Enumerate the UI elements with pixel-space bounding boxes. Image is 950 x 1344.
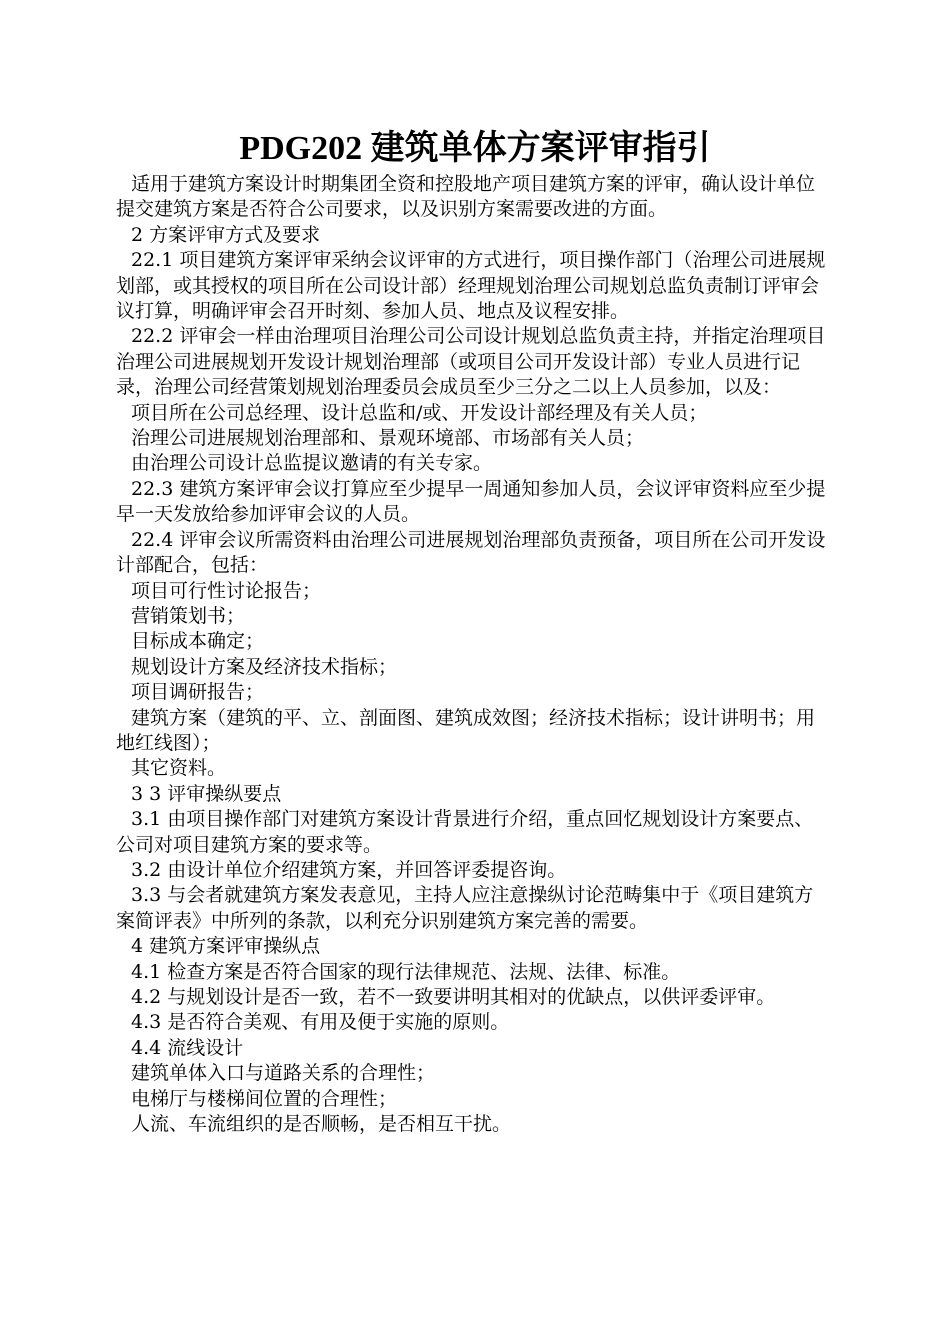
document-title: PDG202 建筑单体方案评审指引	[239, 130, 711, 167]
list-item-material-2: 营销策划书；	[131, 604, 246, 627]
paragraph-3-3: 3.3 与会者就建筑方案发表意见，主持人应注意操纵讨论范畴集中于《项目建筑方案简评表》中所列的条款，以利充分识别建筑方案完善的需要。	[116, 884, 814, 932]
list-item-material-4: 规划设计方案及经济技术指标；	[131, 655, 398, 678]
document-body	[116, 172, 832, 1137]
heading-control-points: 3 3 评审操纵要点	[131, 782, 282, 805]
list-item-material-5: 项目调研报告；	[131, 681, 265, 704]
paragraph-3-2: 3.2 由设计单位介绍建筑方案，并回答评委提咨询。	[131, 858, 567, 881]
paragraph-4-3: 4.3 是否符合美观、有用及便于实施的原则。	[131, 1011, 510, 1034]
heading-review-method: 2 方案评审方式及要求	[131, 223, 321, 246]
paragraph-3-1: 3.1 由项目操作部门对建筑方案设计背景进行介绍，重点回忆规划设计方案要点、公司对项目建筑方案的要求等。	[116, 808, 814, 856]
paragraph-2-4: 22.4 评审会议所需资料由治理公司进展规划治理部负责预备，项目所在公司开发设计部配合，包括：	[116, 528, 826, 577]
paragraph-2-2: 22.2 评审会一样由治理项目治理公司公司设计规划总监负责主持，并指定治理项目治理公司进展规划开发设计规划治理部（或项目公司开发设计部）专业人员进行记录，治理公司经营策划规划治理委员会成员至少三分之二以上人员参加，以及：	[116, 325, 826, 399]
list-item-flow-1: 建筑单体入口与道路关系的合理性；	[131, 1062, 436, 1085]
list-item-flow-3: 人流、车流组织的是否顺畅，是否相互干扰。	[131, 1113, 512, 1136]
paragraph-4-1: 4.1 检查方案是否符合国家的现行法律规范、法规、法律、标准。	[131, 960, 681, 983]
list-item-material-6: 建筑方案（建筑的平、立、剖面图、建筑成效图；经济技术指标；设计讲明书；用地红线图）；	[116, 706, 816, 754]
paragraph-scope: 适用于建筑方案设计时期集团全资和控股地产项目建筑方案的评审，确认设计单位提交建筑方案是否符合公司要求，以及识别方案需要改进的方面。	[116, 173, 816, 221]
paragraph-4-2: 4.2 与规划设计是否一致，若不一致要讲明其相对的优缺点，以供评委评审。	[131, 986, 776, 1008]
list-item-flow-2: 电梯厅与楼梯间位置的合理性；	[131, 1087, 398, 1110]
list-item-material-3: 目标成本确定；	[131, 630, 265, 653]
heading-review-control-points: 4 建筑方案评审操纵点	[131, 935, 321, 958]
list-item-attendee-1: 项目所在公司总经理、设计总监和/或、开发设计部经理及有关人员；	[131, 401, 708, 424]
list-item-material-7: 其它资料。	[131, 757, 227, 780]
list-item-attendee-3: 由治理公司设计总监提议邀请的有关专家。	[131, 452, 493, 475]
list-item-attendee-2: 治理公司进展规划治理部和、景观环境部、市场部有关人员；	[131, 427, 645, 450]
paragraph-2-3: 22.3 建筑方案评审会议打算应至少提早一周通知参加人员，会议评审资料应至少提早一天发放给参加评审会议的人员。	[116, 477, 826, 526]
paragraph-4-4: 4.4 流线设计	[131, 1036, 244, 1059]
paragraph-2-1: 22.1 项目建筑方案评审采纳会议评审的方式进行，项目操作部门（治理公司进展规划部，或其授权的项目所在公司设计部）经理规划治理公司规划总监负责制订评审会议打算，明确评审会召开时刻、参加人员、地点及议程安排。	[116, 249, 826, 323]
list-item-material-1: 项目可行性讨论报告；	[131, 579, 322, 602]
